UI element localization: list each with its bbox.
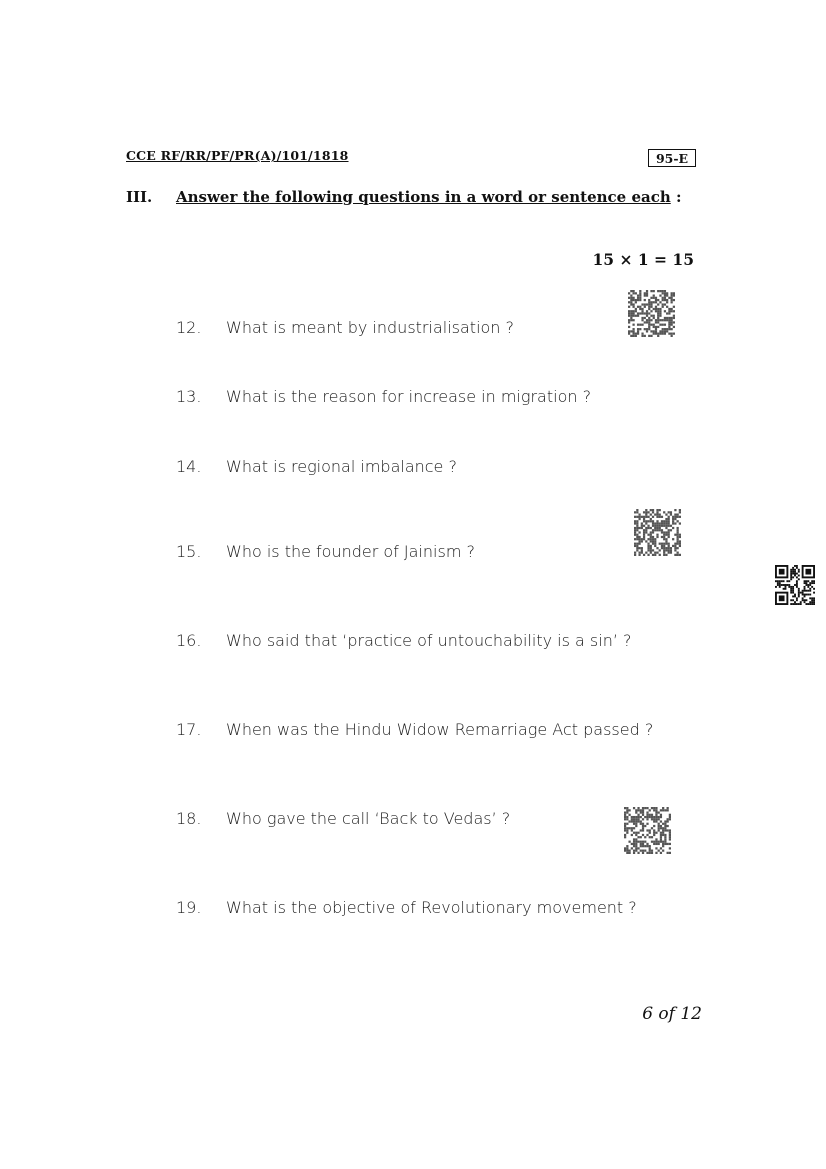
- question-13: [176, 387, 591, 406]
- section-number: III.: [126, 188, 153, 206]
- section-marks: 15 × 1 = 15: [592, 250, 694, 269]
- question-number: 14.: [176, 457, 202, 476]
- qr-code-icon: [775, 565, 815, 605]
- question-18: [176, 809, 510, 828]
- section-title: [176, 188, 682, 206]
- header-exam-code: CCE RF/RR/PF/PR(A)/101/1818: [126, 148, 349, 163]
- question-text: When was the Hindu Widow Remarriage Act passed ?: [226, 720, 654, 739]
- question-17: [176, 720, 653, 739]
- qr-code-icon: [634, 509, 681, 556]
- question-number: 17.: [176, 720, 202, 739]
- question-number: 16.: [176, 631, 202, 650]
- question-number: 13.: [176, 387, 202, 406]
- question-text: What is the objective of Revolutionary movement ?: [226, 898, 637, 917]
- question-text: Who said that ‘practice of untouchability is a sin’ ?: [226, 631, 632, 650]
- question-number: 18.: [176, 809, 202, 828]
- qr-code-icon: [624, 807, 671, 854]
- question-text: What is the reason for increase in migration ?: [226, 387, 592, 406]
- question-text: Who gave the call ‘Back to Vedas’ ?: [226, 809, 511, 828]
- question-15: [176, 542, 475, 561]
- question-number: 12.: [176, 318, 202, 337]
- question-12: [176, 318, 514, 337]
- section-title-suffix: :: [675, 188, 682, 206]
- question-text: What is meant by industrialisation ?: [226, 318, 515, 337]
- section-title-text: Answer the following questions in a word or sentence each: [176, 188, 671, 206]
- page-number: 6 of 12: [642, 1004, 702, 1024]
- paper-code-box: 95-E: [648, 149, 696, 167]
- question-number: 19.: [176, 898, 202, 917]
- question-text: Who is the founder of Jainism ?: [226, 542, 475, 561]
- question-number: 15.: [176, 542, 202, 561]
- question-19: [176, 898, 637, 917]
- qr-code-icon: [628, 290, 675, 337]
- question-text: What is regional imbalance ?: [226, 457, 457, 476]
- question-16: [176, 631, 632, 650]
- question-14: [176, 457, 457, 476]
